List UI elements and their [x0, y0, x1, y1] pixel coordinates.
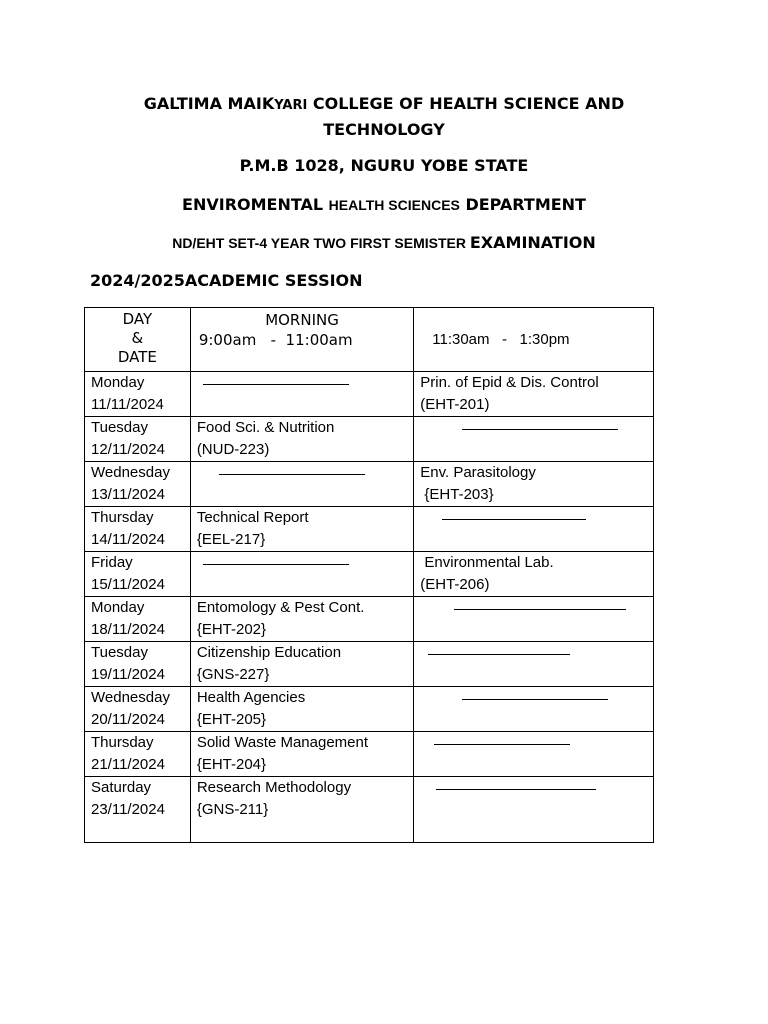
table-header-row [85, 308, 654, 372]
header-day: DAY [122, 310, 153, 328]
morning-cell [190, 552, 413, 597]
afternoon-cell [414, 777, 654, 843]
table-row [85, 417, 654, 462]
exam-date: 23/11/2024 [91, 801, 165, 818]
blank-line [436, 789, 596, 790]
blank-line [203, 564, 349, 565]
morning-course: Research Methodology [196, 779, 352, 796]
morning-cell [190, 462, 413, 507]
morning-course: Health Agencies [196, 689, 306, 706]
exam-date: 13/11/2024 [91, 486, 165, 503]
morning-cell [190, 687, 413, 732]
afternoon-cell [414, 462, 654, 507]
morning-course: Technical Report [196, 509, 309, 526]
exam-timetable [84, 307, 654, 843]
college-name-part2: YARI [274, 98, 308, 113]
afternoon-cell [414, 642, 654, 687]
header-day-date [85, 308, 191, 372]
day-date-cell [85, 462, 191, 507]
day-name: Tuesday [91, 419, 148, 436]
morning-course-code: (NUD-223) [196, 441, 270, 458]
afternoon-course-code: (EHT-201) [420, 396, 490, 413]
afternoon-course-code: {EHT-203} [420, 486, 494, 503]
day-date-cell [85, 732, 191, 777]
morning-course-code: {GNS-227} [196, 666, 270, 683]
afternoon-course: Env. Parasitology [420, 464, 536, 481]
morning-course-code: {EEL-217} [196, 531, 266, 548]
header-morning [190, 308, 413, 372]
day-name: Monday [91, 374, 145, 391]
exam-date: 21/11/2024 [91, 756, 165, 773]
day-date-cell [85, 687, 191, 732]
morning-cell [190, 642, 413, 687]
day-date-cell [85, 507, 191, 552]
college-name [0, 92, 768, 142]
morning-cell [190, 372, 413, 417]
morning-cell [190, 597, 413, 642]
college-name-line2: TECHNOLOGY [323, 120, 445, 139]
blank-line [203, 384, 349, 385]
day-name: Saturday [91, 779, 152, 796]
day-name: Friday [91, 554, 133, 571]
header-ampersand: & [131, 329, 144, 347]
afternoon-cell [414, 732, 654, 777]
table-row [85, 642, 654, 687]
blank-line [428, 654, 570, 655]
afternoon-course: Environmental Lab. [420, 554, 554, 571]
afternoon-course: Prin. of Epid & Dis. Control [420, 374, 599, 391]
exam-part2: EXAMINATION [469, 233, 596, 252]
department-part1: ENVIROMENTAL [182, 195, 329, 214]
table-row [85, 552, 654, 597]
blank-line [462, 429, 618, 430]
table-row [85, 372, 654, 417]
morning-course-code: {GNS-211} [196, 801, 269, 818]
exam-date: 11/11/2024 [91, 396, 164, 413]
day-name: Thursday [91, 509, 154, 526]
blank-line [454, 609, 626, 610]
day-date-cell [85, 417, 191, 462]
morning-course-code: {EHT-204} [196, 756, 267, 773]
morning-cell [190, 732, 413, 777]
header-afternoon-time: 11:30am - 1:30pm [414, 308, 654, 372]
blank-line [434, 744, 570, 745]
exam-date: 14/11/2024 [91, 531, 165, 548]
timetable-body [85, 372, 654, 843]
afternoon-course-code: (EHT-206) [420, 576, 490, 593]
college-address: P.M.B 1028, NGURU YOBE STATE [239, 156, 529, 175]
afternoon-cell [414, 417, 654, 462]
morning-course: Food Sci. & Nutrition [196, 419, 335, 436]
exam-date: 19/11/2024 [91, 666, 165, 683]
afternoon-cell [414, 687, 654, 732]
table-row [85, 597, 654, 642]
college-name-part3: COLLEGE OF HEALTH SCIENCE AND [307, 94, 625, 113]
morning-course: Solid Waste Management [196, 734, 369, 751]
table-row [85, 732, 654, 777]
exam-title [0, 231, 768, 255]
table-row [85, 507, 654, 552]
day-date-cell [85, 552, 191, 597]
afternoon-cell [414, 507, 654, 552]
college-name-part1: GALTIMA MAIK [143, 94, 275, 113]
day-date-cell [85, 777, 191, 843]
header-morning-label: MORNING [265, 311, 339, 329]
blank-line [219, 474, 365, 475]
morning-course-code: {EHT-205} [196, 711, 267, 728]
day-name: Tuesday [91, 644, 148, 661]
header-date: DATE [117, 348, 157, 366]
morning-cell [190, 417, 413, 462]
day-date-cell [85, 597, 191, 642]
morning-course: Citizenship Education [196, 644, 342, 661]
morning-cell [190, 777, 413, 843]
day-name: Thursday [91, 734, 154, 751]
blank-line [462, 699, 608, 700]
exam-part1: ND/EHT SET-4 YEAR TWO FIRST SEMISTER [172, 235, 470, 251]
exam-date: 20/11/2024 [91, 711, 165, 728]
table-row [85, 462, 654, 507]
morning-course-code: {EHT-202} [196, 621, 267, 638]
exam-date: 15/11/2024 [91, 576, 165, 593]
academic-session: 2024/2025ACADEMIC SESSION [90, 271, 363, 290]
exam-date: 18/11/2024 [91, 621, 165, 638]
blank-line [442, 519, 586, 520]
department-part3: DEPARTMENT [459, 195, 586, 214]
table-row [85, 777, 654, 843]
table-row [85, 687, 654, 732]
day-name: Wednesday [91, 464, 170, 481]
day-name: Wednesday [91, 689, 170, 706]
morning-cell [190, 507, 413, 552]
day-date-cell [85, 642, 191, 687]
afternoon-cell [414, 597, 654, 642]
afternoon-cell [414, 372, 654, 417]
department-part2: HEALTH SCIENCES [328, 197, 460, 213]
morning-course: Entomology & Pest Cont. [196, 599, 365, 616]
header-morning-time: 9:00am - 11:00am [198, 331, 353, 349]
department-title [0, 193, 768, 217]
day-date-cell [85, 372, 191, 417]
day-name: Monday [91, 599, 145, 616]
exam-date: 12/11/2024 [91, 441, 165, 458]
afternoon-cell [414, 552, 654, 597]
